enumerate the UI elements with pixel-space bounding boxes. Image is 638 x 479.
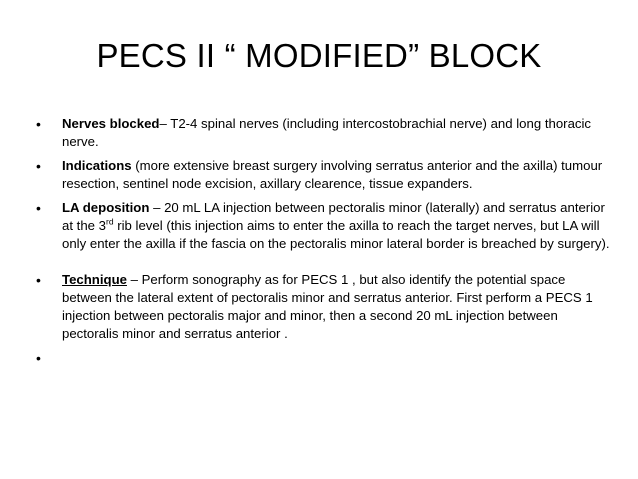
- slide-title: PECS II “ MODIFIED” BLOCK: [96, 37, 542, 74]
- bullet-lead: Nerves blocked: [62, 116, 160, 131]
- bullet-text: – 20 mL LA injection between pectoralis minor (laterally) and serratus anterior at the 3: [62, 200, 605, 233]
- bullet-dot-icon: •: [36, 272, 41, 288]
- bullet-lead: Technique: [62, 272, 127, 287]
- bullet-text-continued: rib level (this injection aims to enter the axilla to reach the target nerves, but LA will only enter the axilla if the fascia on the pectoralis minor lateral border is breached by surgery).: [62, 218, 610, 251]
- bullet-dot-icon: •: [36, 350, 41, 366]
- bullet-lead: LA deposition: [62, 200, 150, 215]
- bullet-text: (more extensive breast surgery involving serratus anterior and the axilla) tumour resection, sentinel node excision, axillary clearence, tissue expanders.: [62, 158, 603, 191]
- bullet-lead: Indications: [62, 158, 132, 173]
- bullet-dot-icon: •: [36, 116, 41, 132]
- ordinal-superscript: rd: [106, 216, 114, 227]
- bullet-indications: [36, 157, 611, 193]
- bullet-dot-icon: •: [36, 200, 41, 216]
- bullet-technique: [36, 271, 611, 343]
- bullet-dot-icon: •: [36, 158, 41, 174]
- bullet-text: – T2-4 spinal nerves (including intercostobrachial nerve) and long thoracic nerve.: [62, 116, 592, 149]
- bullet-la-deposition: [36, 199, 611, 253]
- bullet-list: [36, 115, 611, 366]
- bullet-text: – Perform sonography as for PECS 1 , but also identify the potential space between the lateral extent of pectoralis minor and serratus anterior. First perform a PECS 1 injection between pectoralis major and minor, then a second 20 mL injection between pectoralis minor and serratus anterior .: [62, 272, 593, 341]
- bullet-nerves-blocked: [36, 115, 611, 151]
